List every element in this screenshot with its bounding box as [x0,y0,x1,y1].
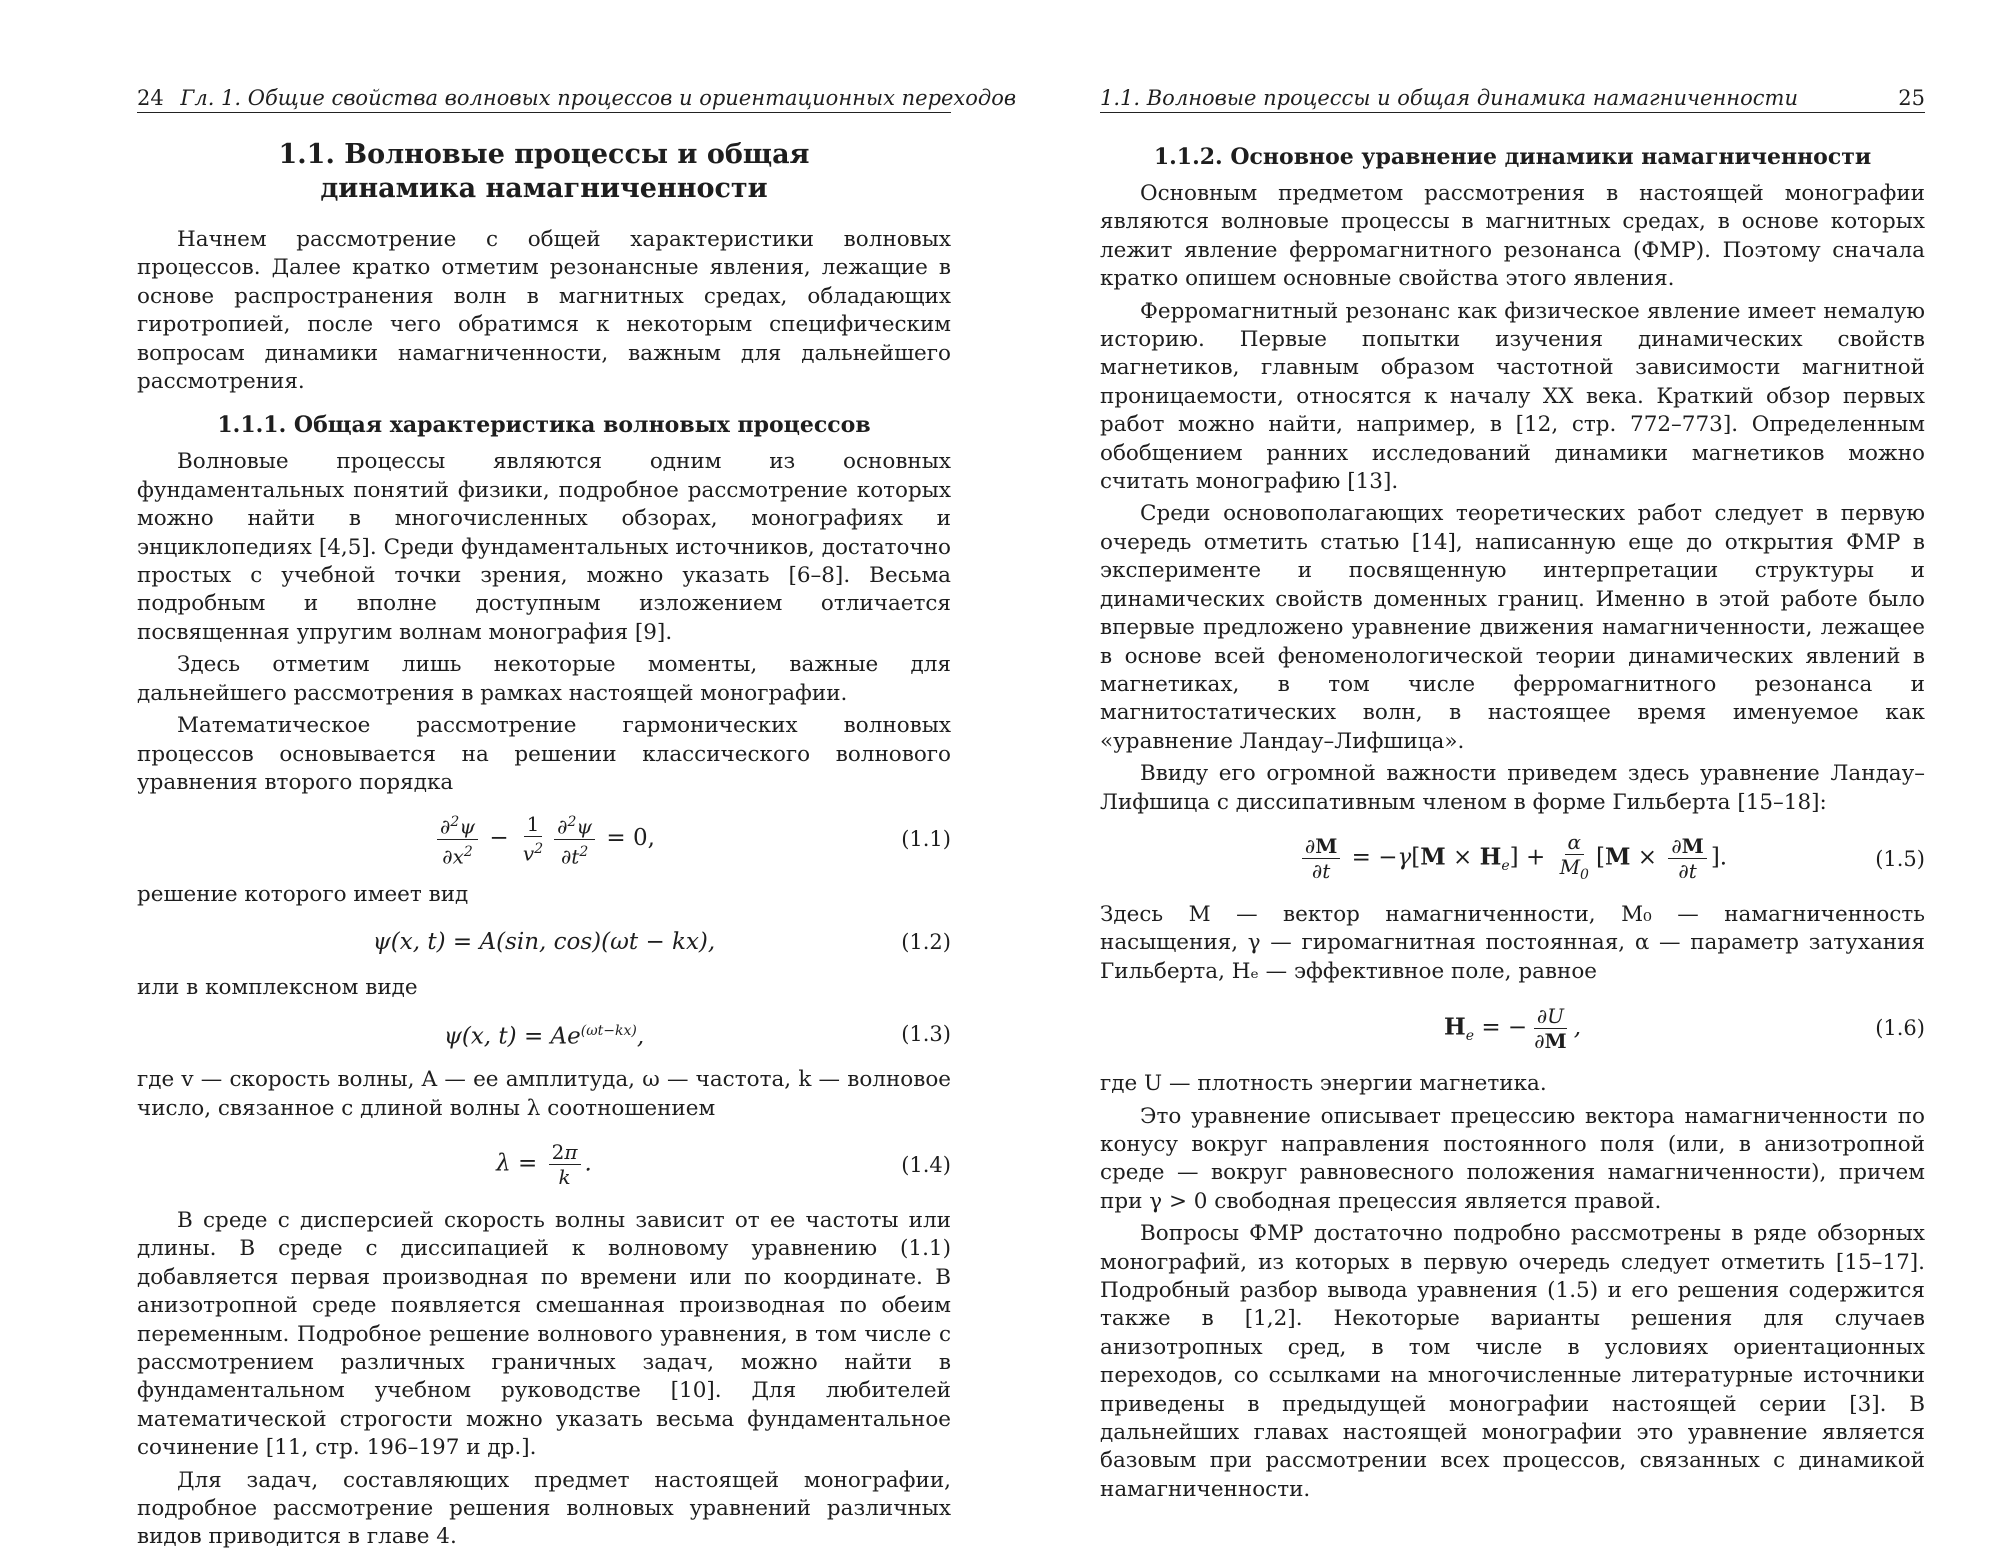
paragraph: Здесь M — вектор намагниченности, M₀ — намагниченность насыщения, γ — гиромагнитная постоянная, α — параметр затухания Гильберта, Hₑ — эффективное поле, равное [1100,901,1925,984]
equation-number: (1.4) [901,1152,951,1177]
paragraph: Математическое рассмотрение гармонических волновых процессов основывается на решении классического волнового уравнения второго порядка [137,713,951,795]
paragraph: Это уравнение описывает прецессию вектора намагниченности по конусу вокруг направления постоянного поля (или, в анизотропной среде — вокруг равновесного положения намагниченности), причем при γ > 0 свободная прецессия является правой. [1100,1103,1925,1214]
equation-number: (1.6) [1875,1015,1925,1040]
subsection-title: 1.1.1. Общая характеристика волновых процессов [217,412,871,439]
running-head [137,84,1017,113]
paragraph: Вопросы ФМР достаточно подробно рассмотрены в ряде обзорных монографий, из которых в первую очередь следует отметить [15–17]. Подробный разбор вывода уравнения (1.5) и его решения содержится также в [1,2]. Некоторые варианты решения для случаев анизотропных сред, в том числе в условиях ориентационных переходов, со ссылками на многочисленные литературные источники приведены в предыдущей монографии настоящей серии [3]. В дальнейших главах настоящей монографии это уравнение является базовым при рассмотрении всех процессов, связанных с динамикой намагниченности. [1100,1221,1925,1502]
equation-number: (1.2) [901,929,951,954]
paragraph: Основным предметом рассмотрения в настоящей монографии являются волновые процессы в магнитных средах, в основе которых лежит явление ферромагнитного резонанса (ФМР). Поэтому сначала кратко опишем основные свойства этого явления. [1100,181,1925,292]
page-number: 25 [1898,86,1925,110]
equation-number: (1.3) [901,1021,951,1046]
paragraph: Для задач, составляющих предмет настоящей монографии, подробное рассмотрение решения волновых уравнений различных видов приводится в главе 4. [137,1467,951,1550]
right-page [1000,0,2000,1549]
page-number: 24 [137,86,164,110]
paragraph: В среде с дисперсией скорость волны зависит от ее частоты или длины. В среде с диссипацией к волновому уравнению (1.1) добавляется первая производная по времени или по координате. В анизотропной среде появляется смешанная производная по обеим переменным. Подробное решение волнового уравнения, в том числе с рассмотрением различных граничных задач, можно найти в фундаментальном учебном руководстве [10]. Для любителей математической строгости можно указать весьма фундаментальное сочинение [11, стр. 196–197 и др.]. [137,1207,951,1461]
paragraph: Среди основополагающих теоретических работ следует в первую очередь отметить статью [14], написанную еще до открытия ФМР в эксперименте и посвященную интерпретации структуры и динамических свойств доменных границ. Именно в этой работе было впервые предложено уравнение движения намагниченности, лежащее в основе всей феноменологической теории динамических явлений в магнетиках, в том числе ферромагнитного резонанса и магнитостатических волн, в настоящее время именуемое как «уравнение Ландау–Лифшица». [1100,501,1925,754]
paragraph: где U — плотность энергии магнетика. [1100,1071,1547,1097]
equation-1-2 [137,914,951,970]
text-column [1100,142,1925,1508]
equation-1-5: $\frac{\partial M}{\partial t}$ = $-\gamma[M \times H_e]$ + $\frac{\alpha}{M_0}$ [M × $\frac{\partial M}{\partial t}$ ]. (1.5) [1100,821,1925,897]
equation-1-4: λ = $\frac{2\pi}{k}$ . (1.4) [496,1140,951,1190]
intro-paragraph: Начнем рассмотрение с общей характеристики волновых процессов. Далее кратко отметим резонансные явления, лежащие в основе распространения волн в магнитных средах, обладающих гиротропией, после чего обратимся к некоторым специфическим вопросам динамики намагниченности, важным для дальнейшего рассмотрения. [137,227,951,395]
running-head [1100,84,1925,113]
equation-1-1: $\frac{\partial^2\psi}{\partial x^2}$ − $\frac{1}{v^2}$ $\frac{\partial^2\psi}{\partial t^2}$ = 0, (1.1) [137,801,951,877]
equation-number: (1.1) [901,827,951,852]
equation-text: ψ(x, t) = A(sin, cos)(ωt − kx), [372,928,716,955]
paragraph: Ввиду его огромной важности приведем здесь уравнение Ландау–Лифшица с диссипативным членом в форме Гильберта [15–18]: [1100,761,1925,815]
paragraph: решение которого имеет вид [137,882,469,908]
text-column [137,138,951,1556]
running-head-text: Гл. 1. Общие свойства волновых процессов и ориентационных переходов [180,86,1017,110]
paragraph: Волновые процессы являются одним из основных фундаментальных понятий физики, подробное рассмотрение которых можно найти в многочисленных обзорах, монографиях и энциклопедиях [4,5]. Среди фундаментальных источников, достаточно простых с учебной точки зрения, можно указать [6–8]. Весьма подробным и вполне доступным изложением отличается посвященная упругим волнам монография [9]. [137,449,951,645]
subsection-title: 1.1.2. Основное уравнение динамики намагниченности [1153,144,1872,170]
equation-number: (1.5) [1875,846,1925,871]
paragraph: Ферромагнитный резонанс как физическое явление имеет немалую историю. Первые попытки изучения динамических свойств магнетиков, главным образом частотной зависимости магнитной проницаемости, относятся к началу XX века. Краткий обзор первых работ можно найти, например, в [12, стр. 772–773]. Определенным обобщением ранних исследований динамики магнетиков можно считать монографию [13]. [1100,298,1925,495]
running-head-text: 1.1. Волновые процессы и общая динамика намагниченности [1100,86,1798,110]
section-title: 1.1. Волновые процессы и общая динамика намагниченности [278,139,810,204]
paragraph: Здесь отметим лишь некоторые моменты, важные для дальнейшего рассмотрения в рамках настоящей монографии. [137,652,951,706]
paragraph: или в комплексном виде [137,974,418,1000]
equation-1-6: $H_e$ = − $\frac{\partial U}{\partial M}$ , (1.6) [1444,1003,1925,1053]
paragraph: где v — скорость волны, A — ее амплитуда, ω — частота, k — волновое число, связанное с длиной волны λ соотношением [137,1067,951,1121]
equation-1-3: ψ(x, $t) = Ae^{(\omega t-kx)}$, (1.3) [443,1021,951,1050]
